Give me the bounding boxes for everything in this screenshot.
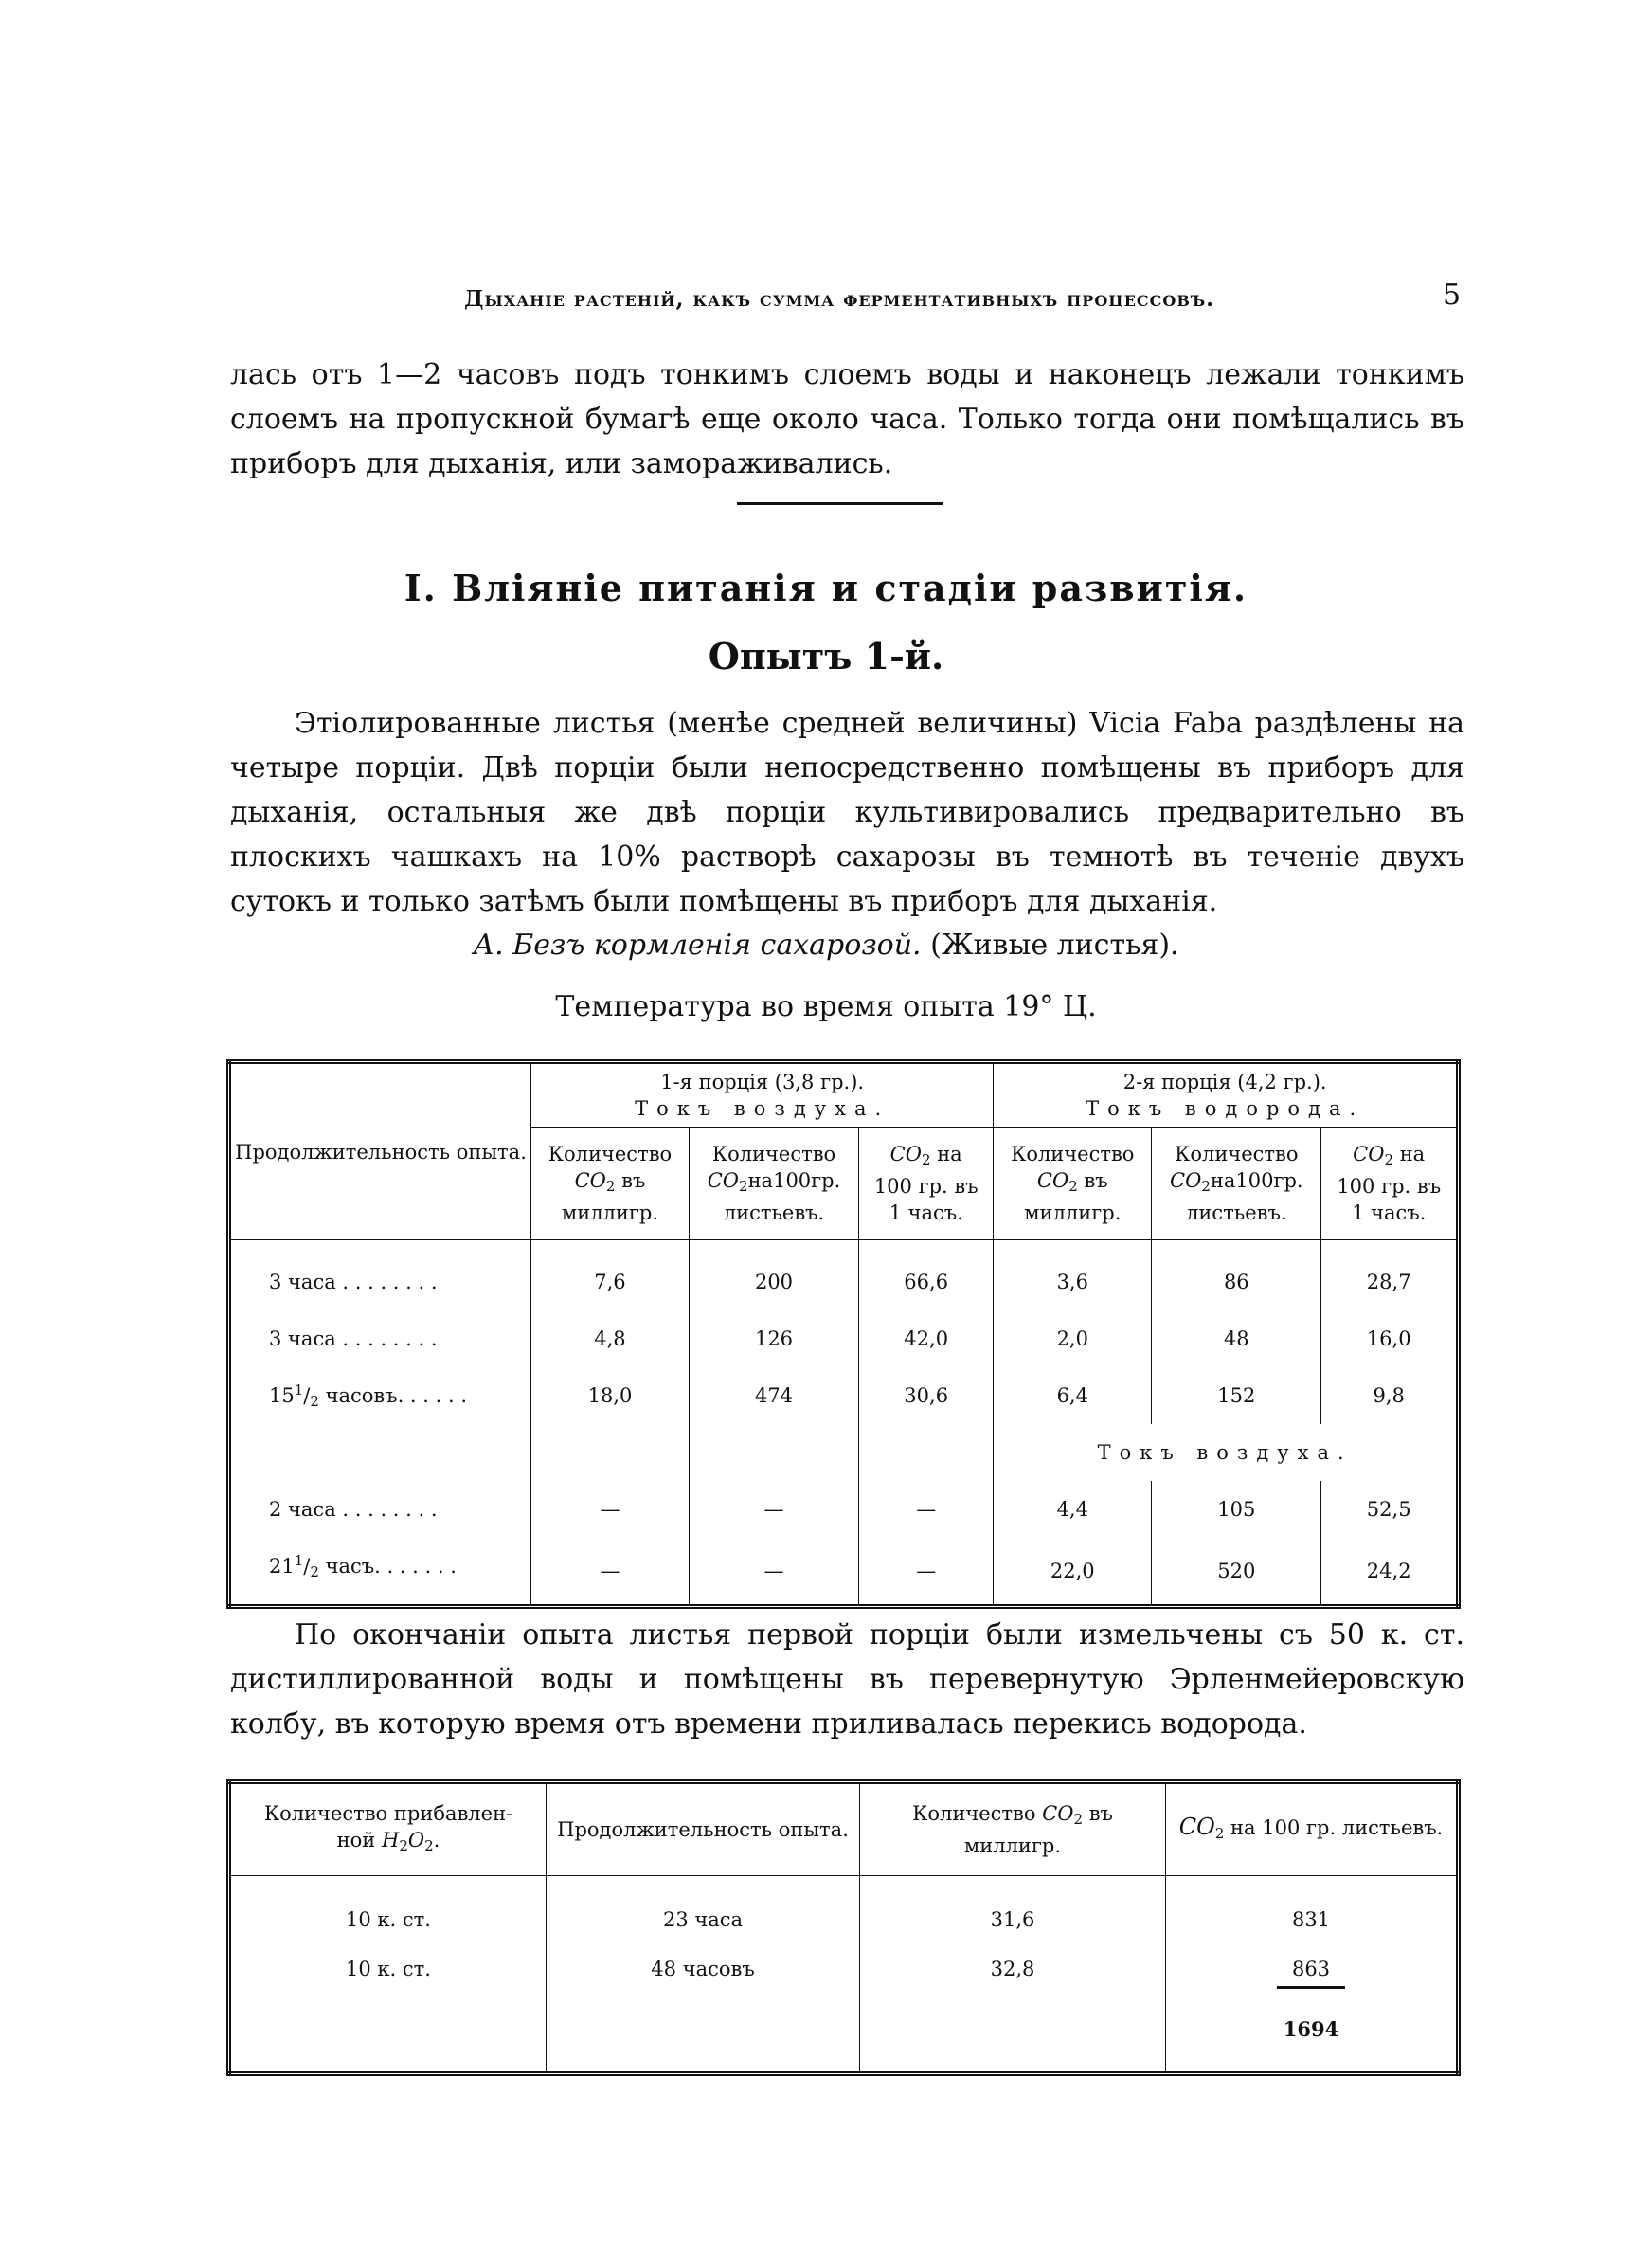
table-row bbox=[229, 1876, 1459, 1951]
label-part: 15 bbox=[269, 1384, 295, 1407]
h1-sub1: 2 bbox=[399, 1837, 408, 1854]
cell: 105 bbox=[1152, 1481, 1321, 1538]
col-per100-co2 bbox=[1156, 1167, 1317, 1200]
cell: 520 bbox=[1152, 1538, 1321, 1607]
label-rest: часъ. . . . . . . bbox=[318, 1555, 457, 1578]
cell: 52,5 bbox=[1321, 1481, 1459, 1538]
table-row bbox=[229, 1538, 1459, 1607]
h1-a: Количество прибавлен- bbox=[263, 1802, 513, 1825]
h3-b: въ bbox=[1088, 1802, 1113, 1825]
cell: 126 bbox=[689, 1310, 858, 1367]
cell: 3,6 bbox=[994, 1240, 1152, 1311]
experiment-text: Этіолированные листья (менѣе средней величины) Vicia Faba раздѣлены на четыре порціи. Двѣ порціи были непосредственно помѣщены въ приборъ для дыханія, остальныя же двѣ порціи культивировались предварительно въ плоскихъ чашкахъ на 10% растворѣ сахарозы въ темнотѣ въ теченіе двухъ сутокъ и только затѣмъ были помѣщены въ приборъ для дыханія. bbox=[230, 707, 1464, 918]
cell bbox=[229, 2011, 547, 2074]
h3-c: миллигр. bbox=[963, 1834, 1062, 1857]
co2-text: CO bbox=[889, 1143, 922, 1165]
section-divider bbox=[737, 502, 943, 505]
cell: 32,8 bbox=[860, 1950, 1166, 2011]
cell: — bbox=[859, 1538, 994, 1607]
co2-text: CO bbox=[1036, 1169, 1069, 1192]
experiment-paragraph bbox=[230, 701, 1464, 924]
duration-header: Продолжительность опыта. bbox=[547, 1782, 860, 1876]
table-header-row bbox=[229, 1782, 1459, 1876]
col-per100-label: Количество bbox=[711, 1143, 836, 1165]
total-value: 1694 bbox=[1166, 2011, 1459, 2074]
label-sup: 1 bbox=[294, 1381, 304, 1399]
row-label: 3 часа . . . . . . . . bbox=[229, 1310, 531, 1367]
h3-line bbox=[866, 1800, 1159, 1833]
cell: 6,4 bbox=[994, 1367, 1152, 1424]
co2-text: CO bbox=[574, 1169, 606, 1192]
co2-text: CO bbox=[707, 1169, 740, 1192]
cell bbox=[229, 1424, 531, 1481]
label-part: 21 bbox=[269, 1555, 295, 1578]
after-paragraph bbox=[230, 1613, 1464, 1746]
cell: 48 часовъ bbox=[547, 1950, 860, 2011]
cell: 2,0 bbox=[994, 1310, 1152, 1367]
label-slash: / bbox=[303, 1555, 311, 1578]
h4-sub: 2 bbox=[1214, 1824, 1225, 1842]
cell: 31,6 bbox=[860, 1876, 1166, 1951]
h3-co: CO bbox=[1042, 1802, 1074, 1825]
col-per100-2 bbox=[1152, 1128, 1321, 1240]
group1-title: 1-я порція (3,8 гр.). bbox=[660, 1071, 865, 1093]
h1-b: ной bbox=[336, 1829, 376, 1851]
co2-sub: 2 bbox=[739, 1178, 748, 1195]
cell: 24,2 bbox=[1321, 1538, 1459, 1607]
group2-header bbox=[994, 1062, 1459, 1128]
cell: — bbox=[689, 1481, 858, 1538]
h2o2-header bbox=[229, 1782, 547, 1876]
unit-a: въ bbox=[1084, 1169, 1108, 1192]
h1-h: H bbox=[382, 1829, 400, 1851]
co2-sub: 2 bbox=[921, 1151, 931, 1168]
intro-paragraph bbox=[230, 352, 1464, 486]
per100-b: листьевъ. bbox=[723, 1201, 825, 1224]
label-sup: 1 bbox=[294, 1552, 304, 1569]
hour-b: 100 гр. въ bbox=[873, 1175, 979, 1198]
cell: — bbox=[689, 1538, 858, 1607]
cell: 22,0 bbox=[994, 1538, 1152, 1607]
col-per100-co2 bbox=[693, 1167, 854, 1200]
after-text: По окончаніи опыта листья первой порціи были измельчены съ 50 к. ст. дистиллированной воды и помѣщены въ перевернутую Эрленмейеровскую колбу, въ которую время отъ времени приливалась перекись водорода. bbox=[230, 1618, 1464, 1741]
co2-per100-header bbox=[1166, 1782, 1459, 1876]
page-number: 5 bbox=[1443, 279, 1462, 312]
row-label bbox=[229, 1538, 531, 1607]
cell: 18,0 bbox=[531, 1367, 690, 1424]
section-title: I. Вліяніе питанія и стадіи развитія. bbox=[404, 567, 1248, 609]
cell bbox=[1166, 1950, 1459, 2011]
table-row bbox=[229, 1950, 1459, 2011]
col-amount-label: Количество bbox=[1011, 1143, 1135, 1165]
label-rest: часовъ. . . . . . bbox=[318, 1384, 468, 1407]
cell: 474 bbox=[689, 1367, 858, 1424]
col-hour-co2 bbox=[1325, 1141, 1452, 1173]
row-label: 3 часа . . . . . . . . bbox=[229, 1240, 531, 1311]
table-row-air-stream bbox=[229, 1424, 1459, 1481]
label-slash: / bbox=[303, 1384, 311, 1407]
group2-stream: Токъ водорода. bbox=[1086, 1097, 1365, 1120]
table-row bbox=[229, 1310, 1459, 1367]
cell: 16,0 bbox=[1321, 1310, 1459, 1367]
co2-amount-header bbox=[860, 1782, 1166, 1876]
hour-b: 100 гр. въ bbox=[1337, 1175, 1442, 1198]
cell: — bbox=[531, 1538, 690, 1607]
hour-a: на bbox=[1399, 1143, 1426, 1165]
co2-sub: 2 bbox=[1068, 1178, 1078, 1195]
per100-a: на100гр. bbox=[747, 1169, 841, 1192]
cell: 200 bbox=[689, 1240, 858, 1311]
table-row bbox=[229, 1367, 1459, 1424]
group1-header bbox=[531, 1062, 994, 1128]
unit-b: миллигр. bbox=[561, 1201, 659, 1224]
table-row bbox=[229, 1481, 1459, 1538]
per100-a: на100гр. bbox=[1210, 1169, 1303, 1192]
cell: 66,6 bbox=[859, 1240, 994, 1311]
table-row-total bbox=[229, 2011, 1459, 2074]
group1-stream: Токъ воздуха. bbox=[635, 1097, 890, 1120]
cell: 28,7 bbox=[1321, 1240, 1459, 1311]
label-sub: 2 bbox=[310, 1563, 319, 1580]
subsection-title bbox=[0, 929, 1652, 962]
per100-b: листьевъ. bbox=[1186, 1201, 1287, 1224]
cell: 48 bbox=[1152, 1310, 1321, 1367]
col-amount-label: Количество bbox=[548, 1143, 673, 1165]
duration-header: Продолжительность опыта. bbox=[229, 1062, 531, 1240]
col-amount-co2 bbox=[997, 1167, 1147, 1200]
h1-formula: ной $H_2O_2$. bbox=[336, 1829, 440, 1854]
cell: 152 bbox=[1152, 1367, 1321, 1424]
experiment-title: Опытъ 1-й. bbox=[708, 635, 944, 677]
co2-sub: 2 bbox=[1384, 1151, 1393, 1168]
cell: 23 часа bbox=[547, 1876, 860, 1951]
underlined-value: 863 bbox=[1277, 1956, 1345, 1989]
air-stream-label: Токъ воздуха. bbox=[994, 1424, 1459, 1481]
unit-a: въ bbox=[621, 1169, 646, 1192]
col-hour-2 bbox=[1321, 1128, 1459, 1240]
respiration-table bbox=[226, 1059, 1461, 1609]
cell bbox=[859, 1424, 994, 1481]
peroxide-table bbox=[226, 1779, 1461, 2076]
subsection-italic: А. Безъ кормленія сахарозой. bbox=[473, 929, 922, 962]
h1-o: O bbox=[407, 1829, 425, 1851]
subsection-rest: (Живые листья). bbox=[930, 929, 1179, 962]
col-amount-2 bbox=[994, 1128, 1152, 1240]
cell: 831 bbox=[1166, 1876, 1459, 1951]
cell: — bbox=[859, 1481, 994, 1538]
temperature-line: Температура во время опыта 19° Ц. bbox=[555, 990, 1097, 1023]
running-header: Дыханіе растеній, какъ сумма ферментативныхъ процессовъ. bbox=[464, 286, 1215, 312]
col-amount-co2 bbox=[535, 1167, 685, 1200]
cell: 4,8 bbox=[531, 1310, 690, 1367]
cell: 4,4 bbox=[994, 1481, 1152, 1538]
cell: 7,6 bbox=[531, 1240, 690, 1311]
co2-sub: 2 bbox=[1201, 1178, 1211, 1195]
intro-text: лась отъ 1—2 часовъ подъ тонкимъ слоемъ воды и наконецъ лежали тонкимъ слоемъ на пропускной бумагѣ еще около часа. Только тогда они помѣщались въ приборъ для дыханія, или замораживались. bbox=[230, 358, 1464, 480]
cell: — bbox=[531, 1481, 690, 1538]
cell: 9,8 bbox=[1321, 1367, 1459, 1424]
co2-sub: 2 bbox=[605, 1178, 616, 1195]
cell: 42,0 bbox=[859, 1310, 994, 1367]
hour-a: на bbox=[937, 1143, 962, 1165]
row-label bbox=[229, 1367, 531, 1424]
hour-c: 1 часъ. bbox=[889, 1201, 963, 1224]
cell bbox=[547, 2011, 860, 2074]
group2-title: 2-я порція (4,2 гр.). bbox=[1122, 1071, 1327, 1093]
co2-text: CO bbox=[1170, 1169, 1202, 1192]
cell bbox=[860, 2011, 1166, 2074]
cell: 30,6 bbox=[859, 1367, 994, 1424]
hour-c: 1 часъ. bbox=[1352, 1201, 1427, 1224]
col-hour-1 bbox=[859, 1128, 994, 1240]
unit-b: миллигр. bbox=[1024, 1201, 1122, 1224]
label-sub: 2 bbox=[310, 1393, 319, 1410]
h3-a: Количество bbox=[912, 1802, 1036, 1825]
col-per100-1 bbox=[689, 1128, 858, 1240]
cell: 86 bbox=[1152, 1240, 1321, 1311]
row-label: 2 часа . . . . . . . . bbox=[229, 1481, 531, 1538]
cell bbox=[689, 1424, 858, 1481]
h1-sub2: 2 bbox=[424, 1837, 434, 1854]
co2-text: CO bbox=[1353, 1143, 1385, 1165]
cell bbox=[531, 1424, 690, 1481]
cell: 10 к. ст. bbox=[229, 1876, 547, 1951]
col-hour-co2 bbox=[863, 1141, 989, 1173]
col-amount-1 bbox=[531, 1128, 690, 1240]
table-header-row bbox=[229, 1062, 1459, 1128]
cell: 10 к. ст. bbox=[229, 1950, 547, 2011]
table-row bbox=[229, 1240, 1459, 1311]
h4-rest: на 100 гр. листьевъ. bbox=[1230, 1815, 1444, 1839]
h3-sub: 2 bbox=[1073, 1811, 1084, 1828]
col-per100-label: Количество bbox=[1175, 1143, 1299, 1165]
h4-co: CO bbox=[1178, 1813, 1215, 1840]
